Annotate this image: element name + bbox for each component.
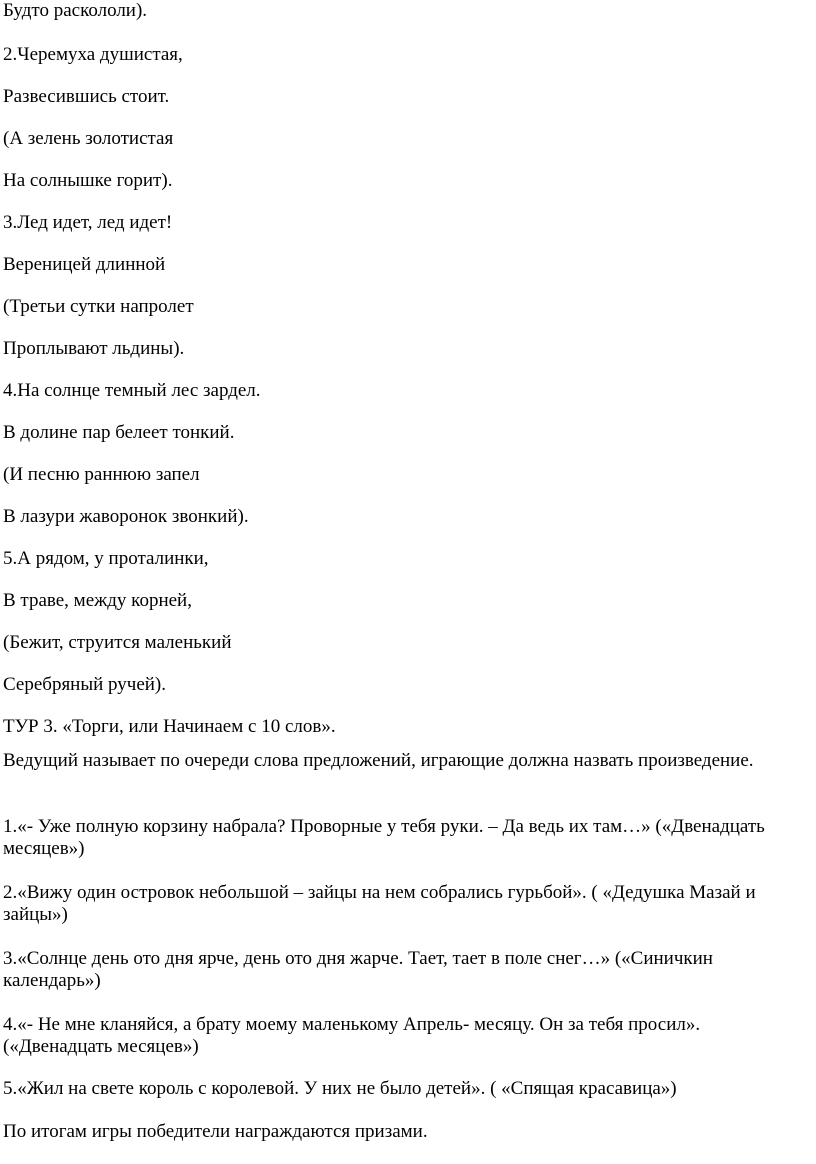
poem-line: (Третьи сутки напролет [3, 296, 194, 317]
poem-line: В траве, между корней, [3, 590, 192, 611]
quiz-item: 5.«Жил на свете король с королевой. У них не было детей». ( «Спящая красавица») [3, 1078, 677, 1099]
poem-line: (А зелень золотистая [3, 128, 174, 149]
poem-line: Развесившись стоит. [3, 86, 170, 107]
quiz-item: 4.«- Не мне кланяйся, а брату моему маленькому Апрель- месяцу. Он за тебя просил». («Двенадцать месяцев») [3, 1014, 701, 1057]
poem-line: 5.А рядом, у проталинки, [3, 548, 209, 569]
poem-line: Вереницей длинной [3, 254, 166, 275]
quiz-item: 2.«Вижу один островок небольшой – зайцы на нем собрались гурьбой». ( «Дедушка Мазай и зайцы») [3, 882, 756, 925]
poem-line: Серебряный ручей). [3, 674, 167, 695]
poem-line: На солнышке горит). [3, 170, 173, 191]
poem-line: В долине пар белеет тонкий. [3, 422, 235, 443]
round-title: ТУР 3. «Торги, или Начинаем с 10 слов». [3, 716, 336, 737]
poem-line: В лазури жаворонок звонкий). [3, 506, 249, 527]
poem-line: 3.Лед идет, лед идет! [3, 212, 173, 233]
poem-line: 2.Черемуха душистая, [3, 44, 183, 65]
poem-line: 4.На солнце темный лес зардел. [3, 380, 261, 401]
poem-line: Проплывают льдины). [3, 338, 185, 359]
quiz-item: 3.«Солнце день ото дня ярче, день ото дня жарче. Тает, тает в поле снег…» («Синичкин календарь») [3, 948, 713, 991]
round-intro: Ведущий называет по очереди слова предложений, играющие должна назвать произведение. [3, 750, 754, 771]
poem-line: (Бежит, струится маленький [3, 632, 232, 653]
poem-line: (И песню раннюю запел [3, 464, 200, 485]
quiz-item: 1.«- Уже полную корзину набрала? Проворные у тебя руки. – Да ведь их там…» («Двенадцать месяцев») [3, 816, 765, 859]
closing-note: По итогам игры победители награждаются призами. [3, 1121, 428, 1142]
poem-line: Будто раскололи). [3, 0, 148, 21]
